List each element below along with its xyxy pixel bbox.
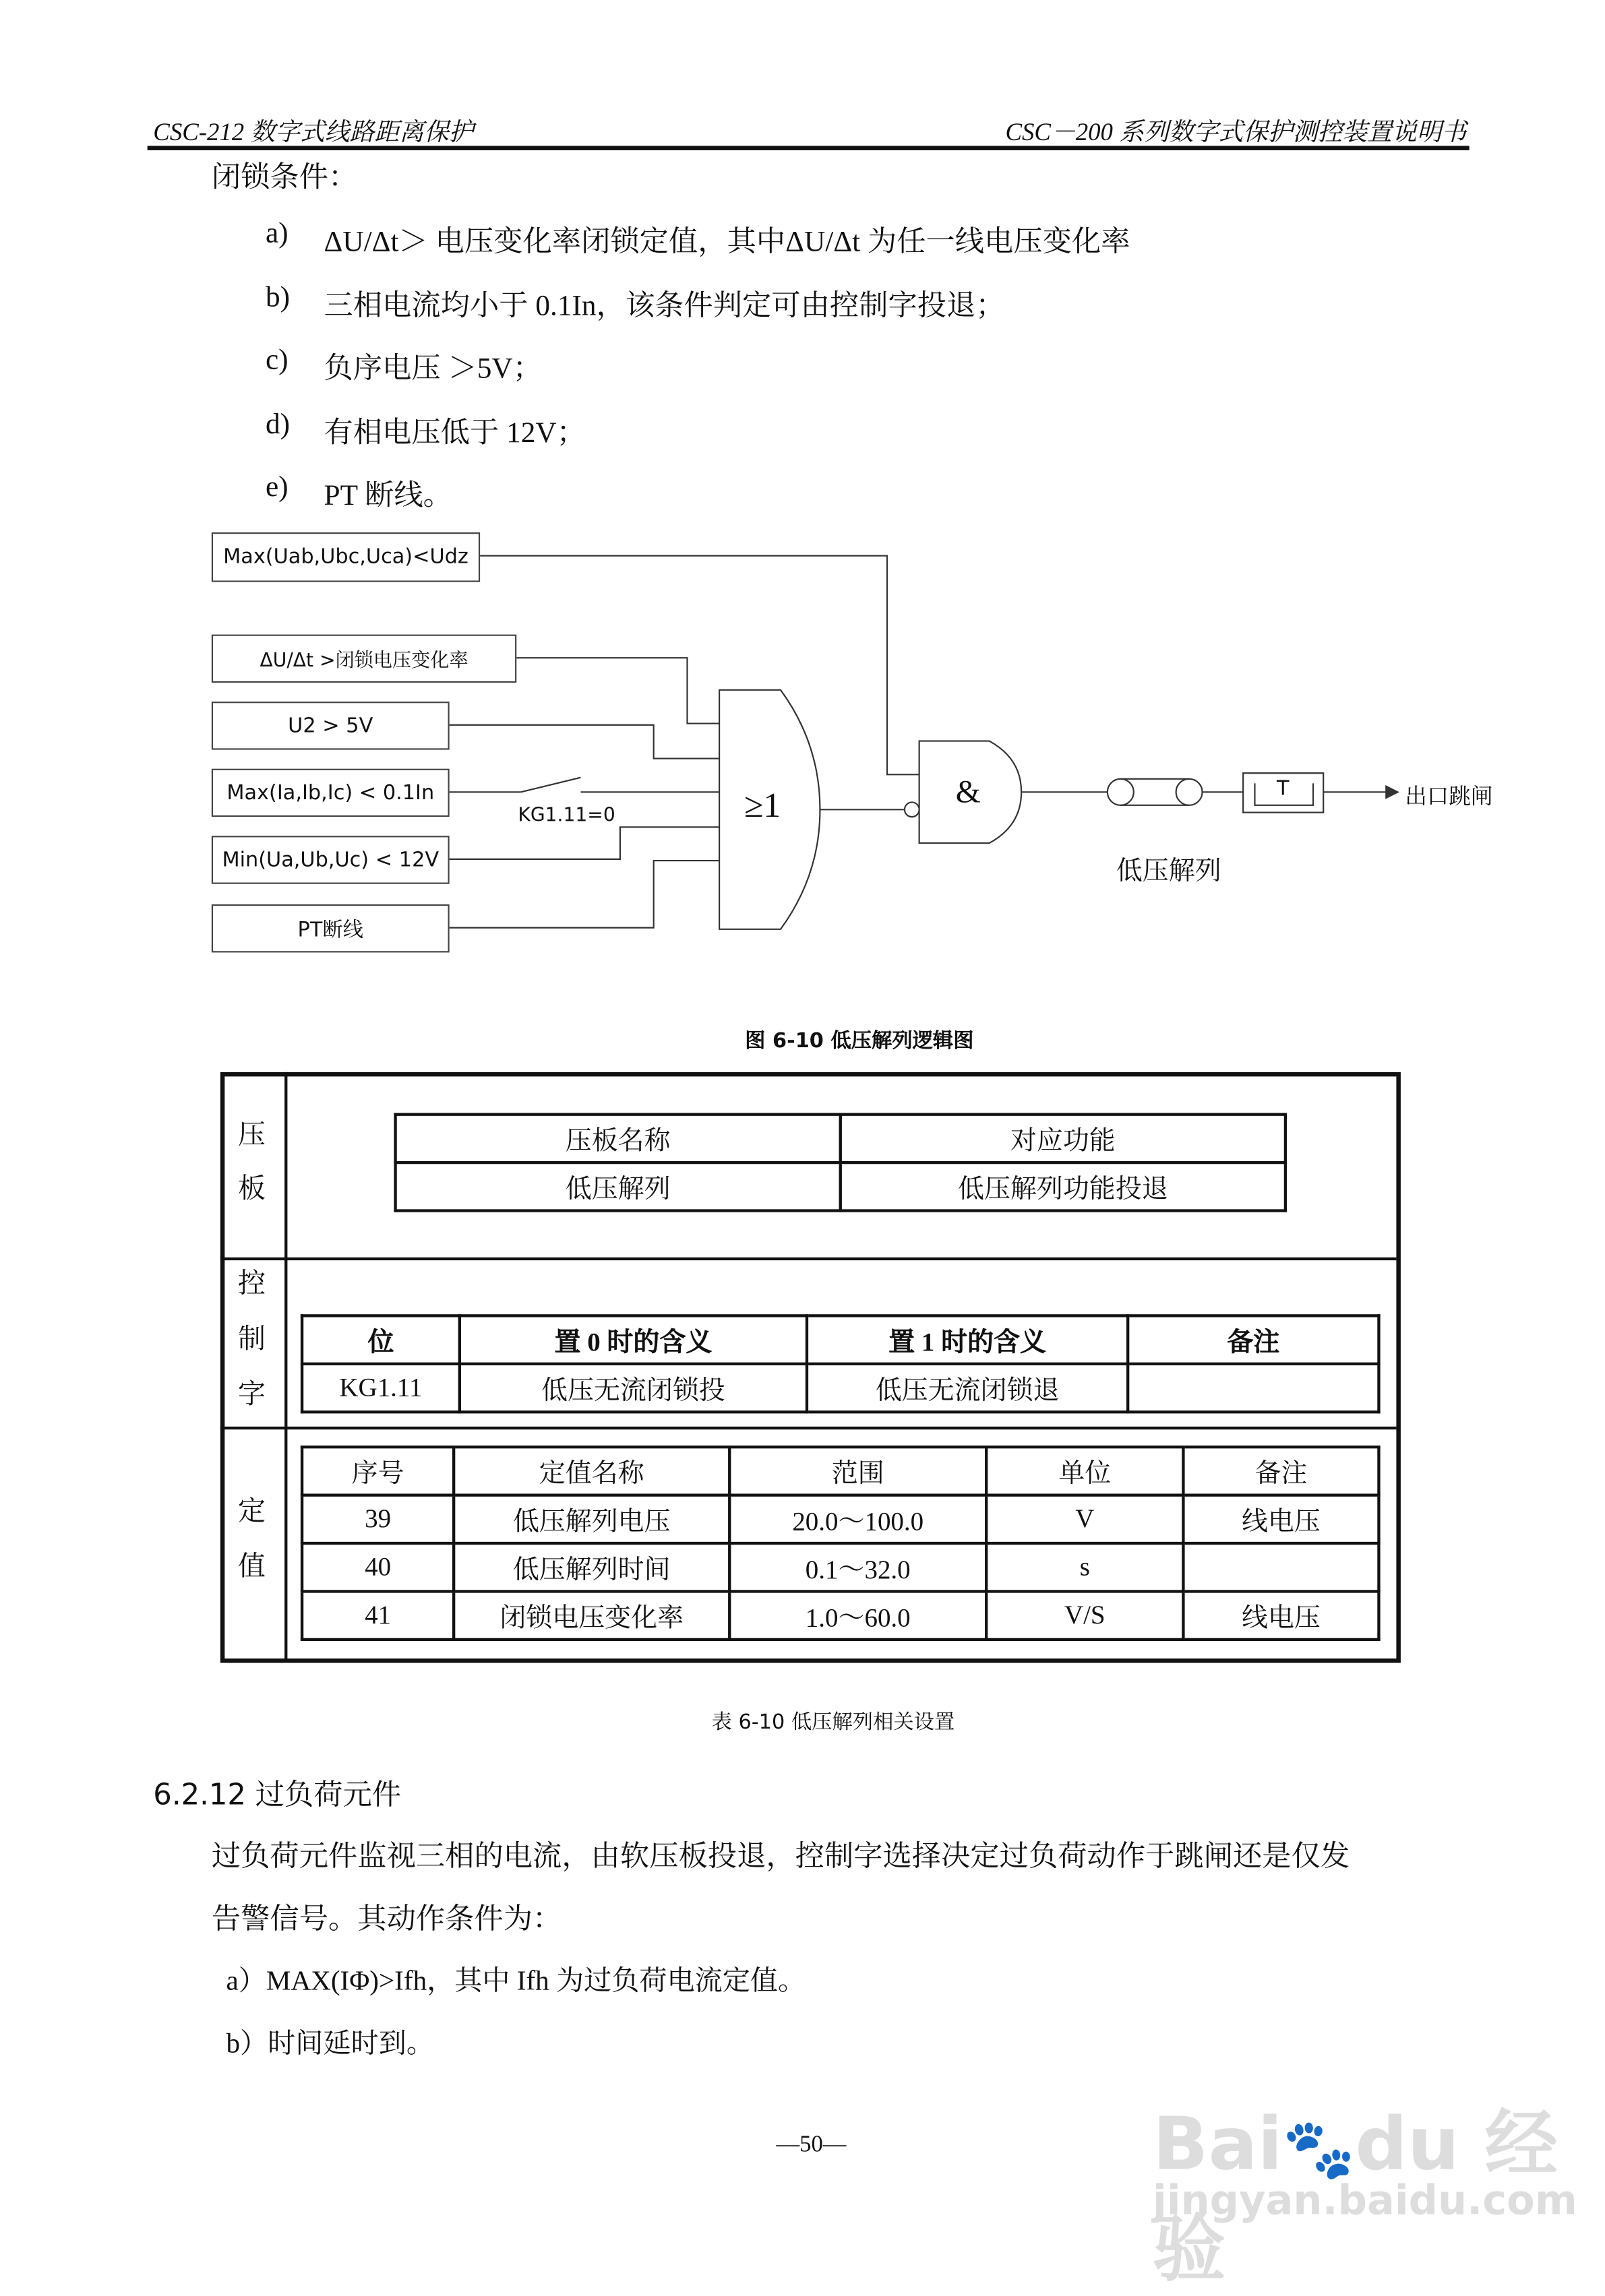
switch-label: KG1.11=0: [518, 805, 615, 828]
cell: 闭锁电压变化率: [454, 1591, 729, 1639]
cell: 40: [302, 1543, 454, 1591]
condition-text: ΔU/Δt＞ 电压变化率闭锁定值，其中ΔU/Δt 为任一线电压变化率: [324, 226, 1130, 259]
cell: 低压解列功能投退: [841, 1162, 1285, 1210]
cell: 低压无流闭锁投: [460, 1364, 807, 1412]
condition-label: d): [265, 408, 291, 441]
table-row: [302, 1495, 1379, 1543]
condition-text: 三相电流均小于 0.1In，该条件判定可由控制字投退；: [324, 290, 1005, 323]
input-voltage-rate: ΔU/Δt >闭锁电压变化率: [212, 635, 516, 683]
input-negative-seq: U2 > 5V: [212, 702, 450, 749]
control-word-table: [301, 1314, 1381, 1413]
input-max-current: Max(Ia,Ib,Ic) < 0.1In: [212, 769, 450, 817]
row-divider: [220, 1427, 1397, 1429]
section-label-values: 值: [237, 1552, 266, 1583]
setting-values-table: [301, 1446, 1381, 1641]
cell: 低压解列: [396, 1162, 841, 1210]
condition-text: 负序电压 ＞5V；: [324, 352, 543, 385]
input-max-line-voltage: Max(Uab,Ubc,Uca)<Udz: [212, 532, 480, 582]
list-item: b）时间延时到。: [226, 2028, 434, 2060]
cell: 低压解列电压: [454, 1495, 729, 1543]
plate-label: 低压解列: [1116, 856, 1221, 886]
row-divider: [220, 1258, 1397, 1260]
figure-caption: 图 6-10 低压解列逻辑图: [745, 1030, 974, 1053]
table-row: [302, 1591, 1379, 1639]
header-cell: 定值名称: [454, 1447, 729, 1495]
or-gate-label: ≥1: [744, 787, 781, 826]
cell: 39: [302, 1495, 454, 1543]
section-label-control: 字: [237, 1379, 266, 1411]
header-cell: 备注: [1128, 1315, 1379, 1363]
section-label-control: 制: [237, 1324, 266, 1355]
header-cell: 序号: [302, 1447, 454, 1495]
cell: 线电压: [1183, 1591, 1379, 1639]
cell: 0.1～32.0: [729, 1543, 986, 1591]
header-cell: 置 0 时的含义: [460, 1315, 807, 1363]
list-item: a）MAX(IΦ)>Ifh，其中 Ifh 为过负荷电流定值。: [226, 1966, 806, 1997]
cell: 线电压: [1183, 1495, 1379, 1543]
header-left: CSC-212 数字式线路距离保护: [153, 118, 474, 146]
cell: KG1.11: [302, 1364, 460, 1412]
paragraph: 告警信号。其动作条件为：: [211, 1903, 562, 1936]
header-cell: 置 1 时的含义: [807, 1315, 1128, 1363]
section-label-control: 控: [237, 1269, 266, 1300]
inverter-bubble: [905, 802, 919, 817]
page-number: —50—: [776, 2132, 847, 2158]
condition-label: b): [265, 281, 291, 314]
header-cell: 对应功能: [841, 1115, 1285, 1162]
condition-label: a): [265, 217, 289, 250]
condition-label: e): [265, 471, 289, 503]
cell: [1128, 1364, 1379, 1412]
header-right: CSC－200 系列数字式保护测控装置说明书: [1005, 118, 1467, 146]
cell: 低压无流闭锁退: [807, 1364, 1128, 1412]
output-label: 出口跳闸: [1405, 786, 1493, 810]
intro-text: 闭锁条件：: [211, 162, 358, 194]
header-cell: 压板名称: [396, 1115, 841, 1162]
cell: 低压解列时间: [454, 1543, 729, 1591]
column-divider: [284, 1072, 287, 1658]
header-cell: 位: [302, 1315, 460, 1363]
section-label-plate: 压: [237, 1120, 266, 1151]
header-cell: 范围: [729, 1447, 986, 1495]
table-caption: 表 6-10 低压解列相关设置: [711, 1710, 955, 1735]
switch-contact: [521, 778, 581, 793]
cell: V/S: [986, 1591, 1183, 1639]
section-heading: 6.2.12 过负荷元件: [153, 1776, 402, 1812]
and-gate-label: &: [955, 773, 981, 810]
header-cell: 单位: [986, 1447, 1183, 1495]
paragraph: 过负荷元件监视三相的电流，由软压板投退，控制字选择决定过负荷动作于跳闸还是仅发: [211, 1840, 1350, 1873]
table-row: [302, 1543, 1379, 1591]
plate-table: [394, 1113, 1287, 1212]
input-min-phase-voltage: Min(Ua,Ub,Uc) < 12V: [212, 836, 450, 883]
header-cell: 备注: [1183, 1447, 1379, 1495]
condition-label: c): [265, 344, 289, 377]
cell: 41: [302, 1591, 454, 1639]
cell: s: [986, 1543, 1183, 1591]
condition-text: 有相电压低于 12V；: [324, 417, 586, 449]
watermark-url: jingyan.baidu.com: [1152, 2176, 1577, 2225]
cell: V: [986, 1495, 1183, 1543]
condition-text: PT 断线。: [324, 480, 452, 512]
cell: 20.0～100.0: [729, 1495, 986, 1543]
section-label-values: 定: [237, 1496, 266, 1528]
cell: 1.0～60.0: [729, 1591, 986, 1639]
input-pt-break: PT断线: [212, 904, 450, 952]
timer-label: T: [1276, 777, 1290, 801]
section-label-plate: 板: [237, 1174, 266, 1205]
watermark-logo: Bai🐾du 经验: [1152, 2102, 1558, 2292]
cell: [1183, 1543, 1379, 1591]
